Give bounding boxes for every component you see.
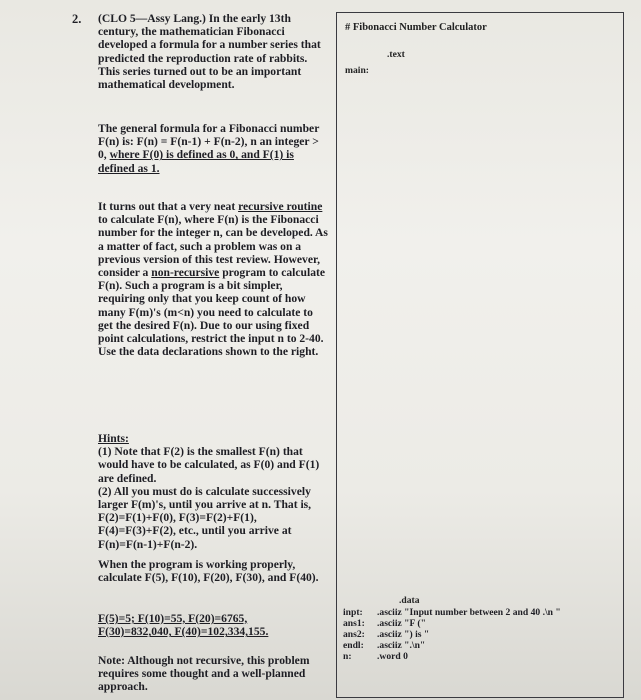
hint-2: (2) All you must do is calculate successively larger F(m)'s, until you arrive at n. That is, F(2)=F(1)+F(0), F(3)=F(2)+F(1), F(4)=F(3)+F(2), etc., until you arrive at F(n)=F(n-1)+F(n-2). [98, 484, 312, 551]
recursive-text-3: program to calculate F(n). Such a program is a bit simpler, requiring only that you keep count of how many F(m)'s (m<n) you need to calculate to get the desired F(n). Due to our using fixed point calculations, restrict the input n to 2-40. Use the data declarations shown to the right. [98, 266, 326, 359]
data-value: .asciiz ".\n" [377, 640, 426, 651]
code-box [336, 12, 624, 698]
data-directive: .data [399, 595, 420, 606]
formula-paragraph [98, 122, 330, 175]
question-intro: (CLO 5—Assy Lang.) In the early 13th century, the mathematician Fibonacci developed a formula for a number series that predicted the reproduction rate of rabbits. This series turned out to be an important mathematical development. [98, 12, 321, 92]
data-label: n: [343, 651, 352, 662]
recursive-text-1: It turns out that a very neat [98, 200, 239, 213]
hints-section [98, 432, 330, 551]
non-recursive-term: non-recursive [151, 266, 220, 280]
hint-1: (1) Note that F(2) is the smallest F(n) that would have to be calculated, as F(0) and F(1) are defined. [98, 445, 320, 485]
text-directive: .text [387, 49, 405, 60]
answers-line-2: F(30)=832,040, F(40)=102,334,155. [98, 625, 269, 639]
answers [98, 612, 330, 638]
hints-title: Hints: [98, 432, 129, 445]
note: Note: Although not recursive, this problem requires some thought and a well-planned approach. [98, 654, 310, 694]
data-value: .asciiz "F (" [377, 618, 426, 629]
question-number: 2. [72, 12, 82, 26]
working-paragraph: When the program is working properly, calculate F(5), F(10), F(20), F(30), and F(40). [98, 558, 319, 585]
data-value: .asciiz ") is " [377, 629, 430, 640]
answers-line-1: F(5)=5; F(10)=55, F(20)=6765, [98, 612, 248, 625]
data-label: endl: [343, 640, 364, 651]
data-label: ans2: [343, 629, 365, 640]
data-label: ans1: [343, 618, 365, 629]
recursive-routine-term: recursive routine [238, 200, 323, 213]
data-value: .asciiz "Input number between 2 and 40 .\n " [377, 607, 561, 618]
code-title: # Fibonacci Number Calculator [345, 22, 487, 33]
main-label: main: [345, 65, 369, 76]
data-value: .word 0 [377, 651, 408, 662]
data-label: inpt: [343, 607, 363, 618]
recursive-text-2: to calculate F(n), where F(n) is the Fibonacci number for the integer n, can be developed. As a matter of fact, such a problem was on a previous version of this test review. However, consider a [98, 213, 328, 280]
formula-text: The general formula for a Fibonacci number F(n) is: F(n) = F(n-1) + F(n-2), n an integer > 0, [98, 122, 320, 162]
recursive-paragraph [98, 200, 330, 358]
formula-definition: where F(0) is defined as 0, and F(1) is defined as 1. [98, 148, 294, 175]
